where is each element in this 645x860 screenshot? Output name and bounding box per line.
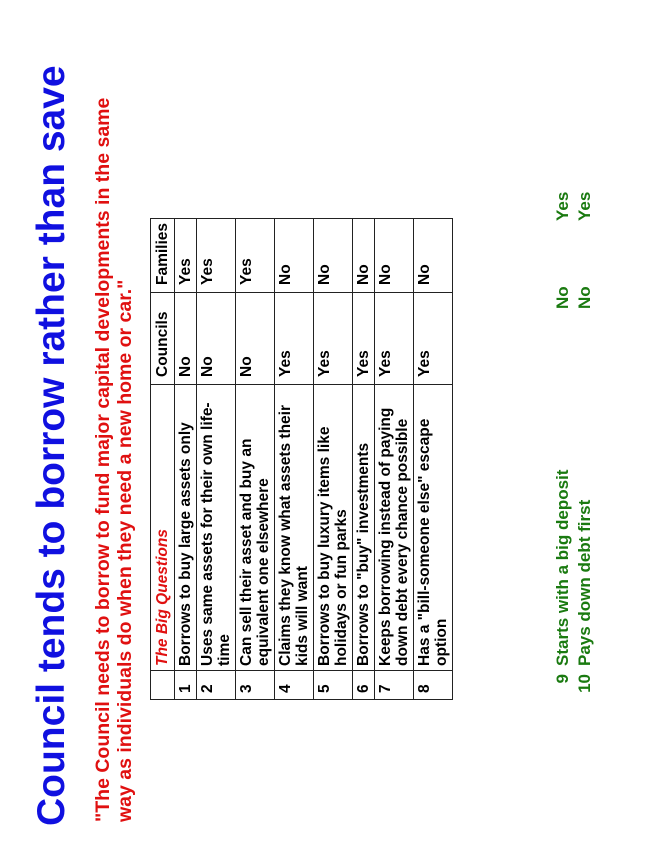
row-question: Borrows to buy luxury items like holidays or fun parks xyxy=(314,385,353,671)
extra-question: Pays down debt first xyxy=(575,499,594,666)
row-councils-answer: Yes xyxy=(414,293,453,385)
table-header-row xyxy=(151,218,175,699)
header-number xyxy=(151,671,175,700)
header-big-questions: The Big Questions xyxy=(151,385,175,671)
extra-councils-answer: No xyxy=(553,286,572,309)
row-number: 3 xyxy=(236,671,275,700)
table-row xyxy=(275,218,314,699)
extra-row xyxy=(552,100,574,700)
table-row xyxy=(175,218,197,699)
extra-number: 10 xyxy=(575,674,594,693)
extra-families-answer: Yes xyxy=(553,191,572,221)
quote-text: "The Council needs to borrow to fund major capital developments in the same way as individuals do when they need a new home or car." xyxy=(92,97,136,822)
row-families-answer: No xyxy=(375,218,414,292)
big-questions-table xyxy=(150,218,453,700)
row-councils-answer: Yes xyxy=(275,293,314,385)
row-families-answer: No xyxy=(275,218,314,292)
row-families-answer: Yes xyxy=(175,218,197,292)
row-question: Claims they know what assets their kids will want xyxy=(275,385,314,671)
row-number: 8 xyxy=(414,671,453,700)
row-question: Borrows to "buy" investments xyxy=(353,385,375,671)
row-question: Keeps borrowing instead of paying down debt every chance possible xyxy=(375,385,414,671)
table-row xyxy=(414,218,453,699)
table-row xyxy=(236,218,275,699)
row-number: 7 xyxy=(375,671,414,700)
extra-questions xyxy=(552,100,596,700)
row-question: Has a "bill-someone else" escape option xyxy=(414,385,453,671)
row-number: 6 xyxy=(353,671,375,700)
row-councils-answer: No xyxy=(236,293,275,385)
extra-families-answer: Yes xyxy=(575,191,594,221)
row-families-answer: No xyxy=(353,218,375,292)
header-families: Families xyxy=(151,218,175,292)
row-families-answer: No xyxy=(314,218,353,292)
row-councils-answer: Yes xyxy=(375,293,414,385)
row-number: 5 xyxy=(314,671,353,700)
row-number: 4 xyxy=(275,671,314,700)
row-councils-answer: Yes xyxy=(314,293,353,385)
table-row xyxy=(375,218,414,699)
row-councils-answer: No xyxy=(175,293,197,385)
table-row xyxy=(353,218,375,699)
extra-question: Starts with a big deposit xyxy=(553,469,572,666)
extra-number: 9 xyxy=(553,674,572,684)
row-families-answer: No xyxy=(414,218,453,292)
slide-title: Council tends to borrow rather than save xyxy=(30,65,73,826)
header-councils: Councils xyxy=(151,293,175,385)
row-families-answer: Yes xyxy=(236,218,275,292)
row-families-answer: Yes xyxy=(197,218,236,292)
row-question: Uses same assets for their own life-time xyxy=(197,385,236,671)
extra-councils-answer: No xyxy=(575,286,594,309)
table-row xyxy=(197,218,236,699)
row-councils-answer: Yes xyxy=(353,293,375,385)
extra-row xyxy=(574,100,596,700)
row-question: Can sell their asset and buy an equivalent one elsewhere xyxy=(236,385,275,671)
row-number: 1 xyxy=(175,671,197,700)
row-number: 2 xyxy=(197,671,236,700)
table-row xyxy=(314,218,353,699)
row-question: Borrows to buy large assets only xyxy=(175,385,197,671)
row-councils-answer: No xyxy=(197,293,236,385)
